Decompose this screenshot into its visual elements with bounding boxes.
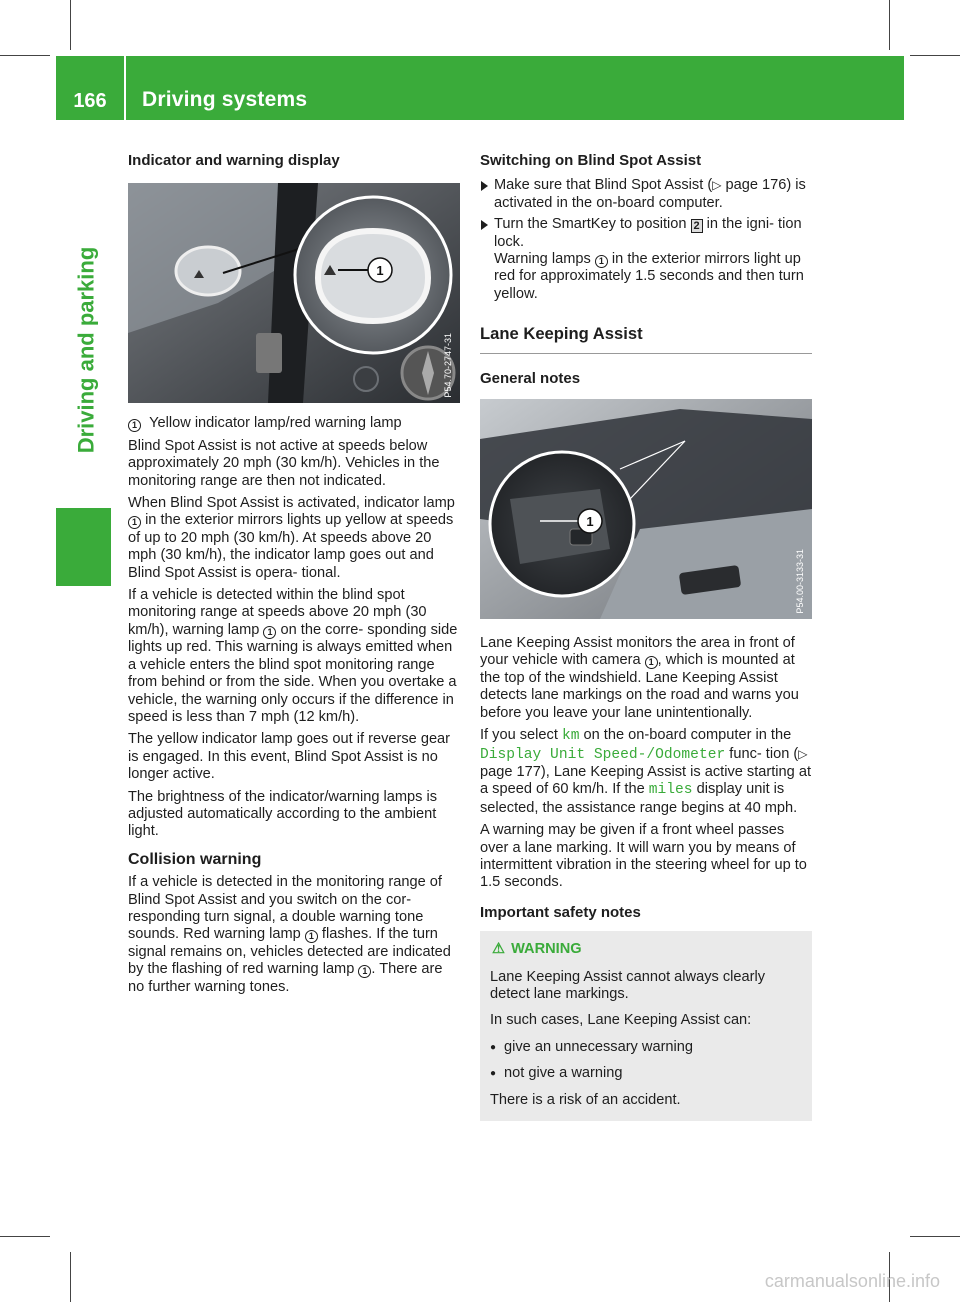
warning-title-text: WARNING: [511, 941, 582, 958]
crop-mark: [0, 55, 50, 56]
paragraph: [480, 727, 812, 817]
marker-1-icon: 1: [305, 930, 318, 943]
page-ref-icon: ▷: [798, 746, 808, 761]
marker-1-icon: 1: [263, 626, 276, 639]
crop-mark: [0, 1236, 50, 1237]
page-ref-icon: ▷: [712, 178, 722, 193]
text: on the corre- sponding side lights up red. This warning is always emitted when a vehicle enters the blind spot monitoring range from behind or from the side. When you overtake a vehicle, the warning only occurs if the difference in speed is less than 7 mph (12 km/h).: [128, 621, 458, 725]
text: display unit is selected, the assistance range begins at 40 mph.: [480, 781, 798, 816]
crop-mark: [70, 0, 71, 50]
heading-switching-on: Switching on Blind Spot Assist: [480, 152, 702, 169]
text: If a vehicle is detected in the monitoring range of Blind Spot Assist and you switch on the cor- responding turn signal, a double warning tone sounds. Red warning lamp: [128, 874, 442, 943]
paragraph: [480, 635, 812, 722]
text: in the exterior mirrors light up red for approximately 1.5 seconds and then turn yellow.: [494, 251, 804, 302]
text: Warning lamps: [494, 251, 591, 268]
marker-1-icon: 1: [128, 516, 141, 529]
text: . There are no further warning tones.: [128, 961, 443, 995]
key-position-icon: 2: [691, 219, 703, 233]
figure-windshield-camera: [480, 399, 812, 619]
text: When Blind Spot Assist is activated, indicator lamp: [128, 495, 455, 512]
section-tab-label: Driving and parking: [73, 246, 98, 454]
marker-1-icon: 1: [128, 419, 141, 432]
marker-1-icon: 1: [645, 656, 658, 669]
warning-bullet: ● give an unnecessary warning: [490, 1039, 802, 1056]
text: Lane Keeping Assist monitors the area in front of your vehicle with camera: [480, 635, 795, 669]
windshield-illustration: [480, 399, 812, 619]
section-marker: [56, 508, 111, 586]
crop-mark: [910, 55, 960, 56]
warning-icon: ⚠: [492, 941, 506, 958]
paragraph: [128, 495, 460, 582]
figure-code: P54.00-3133-31: [794, 548, 805, 614]
paragraph: A warning may be given if a front wheel passes over a lane marking. It will warn you by means of intermittent vibration in the steering wheel for up to 1.5 seconds.: [480, 822, 807, 891]
right-column: [480, 152, 812, 1121]
warning-bullet: ● not give a warning: [490, 1065, 802, 1082]
text: on the on-board computer in the: [583, 727, 792, 744]
text: in the igni- tion lock.: [494, 216, 802, 250]
marker-1-icon: 1: [595, 255, 608, 268]
heading-general-notes: General notes: [480, 369, 581, 387]
paragraph: The yellow indicator lamp goes out if reverse gear is engaged. In this event, Blind Spot Assist is no longer active.: [128, 731, 451, 783]
page-number: 166: [73, 90, 107, 112]
menu-value-km: km: [561, 728, 580, 745]
text: If a vehicle is detected within the blind spot monitoring range at speeds above 20 mph (30 km/h), warning lamp: [128, 587, 427, 638]
paragraph: [128, 587, 460, 726]
heading-indicator-display: Indicator and warning display: [128, 152, 340, 169]
text: , which is mounted at the top of the windshield. Lane Keeping Assist detects lane markings on the road and warns you before you leave your lane unintentionally.: [480, 652, 799, 721]
header-divider: [124, 56, 126, 120]
heading-safety-notes: Important safety notes: [480, 903, 641, 921]
step-item: [480, 216, 812, 303]
text: flashes. If the turn signal remains on, vehicles detected are indicated by the flashing of red warning lamp: [128, 926, 451, 978]
paragraph: Blind Spot Assist is not active at speeds below approximately 20 mph (30 km/h). Vehicles in the monitoring range are then not indicated.: [128, 437, 440, 489]
figure-caption: [128, 415, 460, 432]
callout-1-label: 1: [376, 263, 384, 279]
crop-mark: [70, 1252, 71, 1302]
warning-title: [490, 941, 802, 958]
text: page 177), Lane Keeping Assist is active starting at a speed of 60 km/h. If the: [480, 763, 811, 798]
section-tab: [66, 140, 106, 560]
text: Turn the SmartKey to position: [494, 216, 687, 233]
text: Make sure that Blind Spot Assist (: [494, 177, 713, 194]
text: page 176) is activated in the on-board computer.: [494, 177, 806, 211]
heading-lane-keeping-assist: Lane Keeping Assist: [480, 324, 643, 344]
figure-mirror-indicator: [128, 183, 460, 403]
text: func- tion (: [729, 745, 799, 762]
callout-1-label: 1: [586, 514, 594, 530]
left-column: [128, 152, 460, 1001]
menu-value-miles: miles: [648, 782, 693, 799]
text: If you select: [480, 727, 558, 744]
crop-mark: [889, 0, 890, 50]
paragraph: [128, 874, 460, 996]
warning-box: [480, 931, 812, 1121]
heading-rule: [480, 353, 812, 354]
heading-collision-warning: Collision warning: [128, 850, 262, 868]
step-item: [480, 177, 812, 212]
page-title: Driving systems: [142, 88, 308, 111]
warning-paragraph: Lane Keeping Assist cannot always clearly detect lane markings.: [490, 968, 766, 1002]
paragraph: The brightness of the indicator/warning lamps is adjusted automatically according to the ambient light.: [128, 788, 438, 840]
text: in the exterior mirrors lights up yellow at speeds of up to 20 mph (30 km/h). At speeds above 20 mph (30 km/h), the indicator lamp goes out and Blind Spot Assist is opera- tional.: [128, 512, 454, 581]
menu-function-display-unit: Display Unit Speed-/Odometer: [480, 746, 726, 763]
marker-1-icon: 1: [358, 965, 371, 978]
figure-code: P54.70-2747-31: [442, 332, 453, 398]
warning-paragraph: In such cases, Lane Keeping Assist can:: [490, 1012, 752, 1029]
mirror-illustration: [128, 183, 460, 403]
crop-mark: [910, 1236, 960, 1237]
watermark: carmanualsonline.info: [764, 1271, 940, 1291]
caption-text: Yellow indicator lamp/red warning lamp: [149, 415, 402, 432]
warning-paragraph: There is a risk of an accident.: [490, 1091, 681, 1108]
